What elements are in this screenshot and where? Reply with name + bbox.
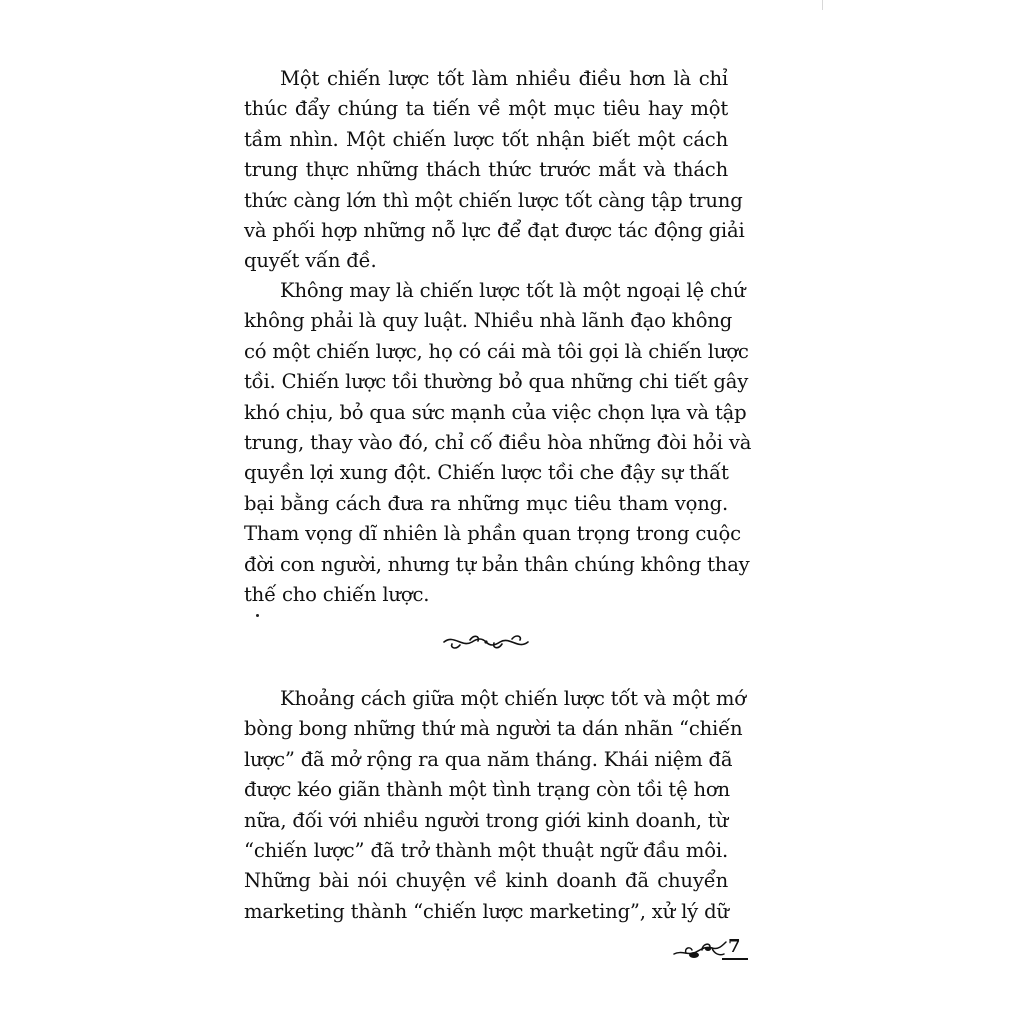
- text-line: trung thực những thách thức trước mắt và thách: [244, 158, 728, 182]
- text-line: tồi. Chiến lược tồi thường bỏ qua những chi tiết gây: [244, 370, 749, 394]
- text-line: được kéo giãn thành một tình trạng còn tồi tệ hơn: [244, 778, 730, 802]
- text-line: thức càng lớn thì một chiến lược tốt càng tập trung: [244, 188, 743, 212]
- text-line: Một chiến lược tốt làm nhiều điều hơn là chỉ: [280, 67, 728, 90]
- text-line: thúc đẩy chúng ta tiến về một mục tiêu hay một: [244, 97, 728, 121]
- print-speck: [256, 614, 259, 617]
- text-line: quyền lợi xung đột. Chiến lược tồi che đậy sự thất: [244, 461, 729, 485]
- text-line: lược” đã mở rộng ra qua năm tháng. Khái niệm đã: [244, 747, 733, 771]
- text-line: trung, thay vào đó, chỉ cố điều hòa những đòi hỏi và: [244, 430, 752, 454]
- text-line: Khoảng cách giữa một chiến lược tốt và một mớ: [280, 687, 746, 710]
- swirl-ornament-icon: [440, 630, 532, 654]
- text-line: “chiến lược” đã trở thành một thuật ngữ đầu môi.: [244, 838, 728, 862]
- text-line: quyết vấn đề.: [244, 249, 377, 273]
- text-line: bại bằng cách đưa ra những mục tiêu tham vọng.: [244, 491, 728, 515]
- paragraph-1: [244, 64, 745, 277]
- text-line: tầm nhìn. Một chiến lược tốt nhận biết một cách: [244, 127, 728, 151]
- page-number: 7: [728, 936, 741, 957]
- scan-edge-mark: [822, 0, 823, 10]
- text-line: nữa, đối với nhiều người trong giới kinh doanh, từ: [244, 808, 728, 832]
- paragraph-3: [244, 684, 746, 927]
- text-line: có một chiến lược, họ có cái mà tôi gọi là chiến lược: [244, 339, 749, 363]
- text-line: Những bài nói chuyện về kinh doanh đã chuyển: [244, 869, 728, 893]
- text-line: đời con người, nhưng tự bản thân chúng không thay: [244, 552, 750, 576]
- text-line: khó chịu, bỏ qua sức mạnh của việc chọn lựa và tập: [244, 400, 747, 424]
- text-line: bòng bong những thứ mà người ta dán nhãn “chiến: [244, 717, 743, 741]
- text-line: marketing thành “chiến lược marketing”, xử lý dữ: [244, 899, 729, 923]
- text-line: Không may là chiến lược tốt là một ngoại lệ chứ: [280, 279, 746, 302]
- text-line: Tham vọng dĩ nhiên là phần quan trọng trong cuộc: [244, 522, 741, 546]
- text-line: và phối hợp những nỗ lực để đạt được tác động giải: [244, 218, 745, 242]
- paragraph-2: [244, 276, 752, 610]
- page-number-underline: [722, 958, 748, 960]
- page-footer: [672, 936, 752, 962]
- text-line: thế cho chiến lược.: [244, 582, 430, 606]
- text-line: không phải là quy luật. Nhiều nhà lãnh đạo không: [244, 309, 733, 333]
